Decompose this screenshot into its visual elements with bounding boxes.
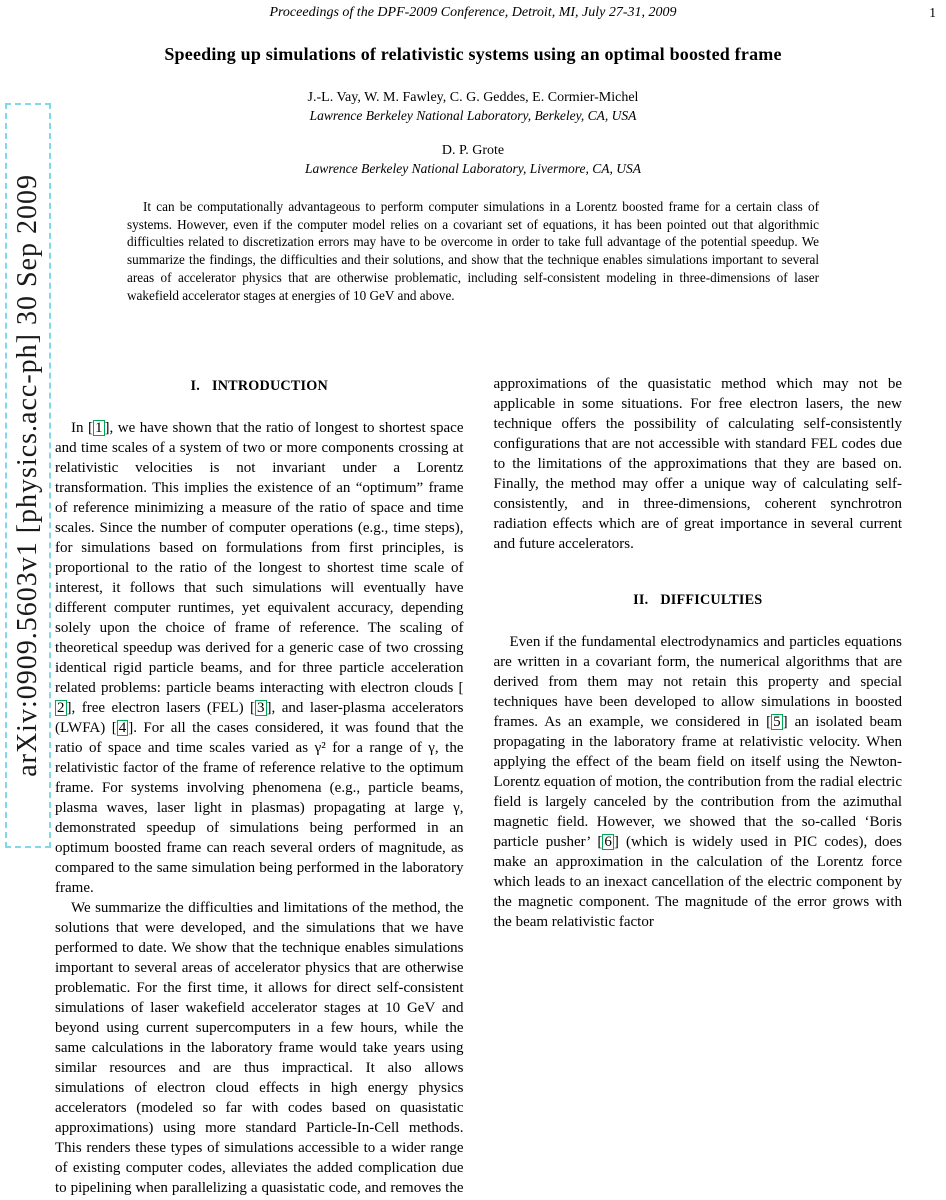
paragraph: Even if the fundamental electrodynamics and particles equations are written in a covariant form, the numerical algorithms that are derived from them may not retain this property and special techniques have been developed to allow simulations in boosted frames. As an example, we considered in [ 5 ] an isolated beam propagating in the laboratory frame at relativistic velocity. When applying the effect of the beam field on itself using the Newton-Lorentz equation of motion, the contribution from the radial electric field is largely canceled by the contribution from the azimuthal magnetic field. However, we showed that the so-called ‘Boris particle pusher’ [ 6 ] (which is widely used in PIC codes), does make an approximation in the calculation of the Lorentz force which leads to an inexact cancellation of the electric component by the magnetic component. The magnitude of the error grows with the beam relativistic factor [493,634,902,930]
section-heading-difficulties [494,590,903,610]
paper-title: Speeding up simulations of relativistic systems using an optimal boosted frame [164,44,782,64]
arxiv-watermark [5,103,51,848]
author-group [0,143,946,177]
paragraph: We summarize the difficulties and limitations of the method, the solutions that were developed, and the simulations that we have performed to date. We show that the technique enables simulations important to several areas of accelerator physics that are otherwise problematic. For the first time, it allows for direct self-consistent simulations of laser wakefield accelerator stages at 10 GeV and beyond using current supercomputers in a few hours, while the same calculations in the laboratory frame would take years using similar resources and are thus impractical. It also allows simulations of electron cloud effects in high energy physics accelerators (modeled so far with codes based on quasistatic approximations) using more standard Particle-In-Cell methods. This renders these types of simulations accessible to a wider range of existing computer codes, alleviates the added complication due to pipelining when parallelizing a quasistatic code, and removes the approximations of the quasistatic method which may not be applicable in some situations. For free electron lasers, the new technique offers the possibility of calculating self-consistently configurations that are not accessible with standard FEL codes due to the limitations of the approximations that they are based on. Finally, the method may offer a unique way of calculating self-consistently, and in three-dimensions, coherent synchrotron radiation effects which are of great importance in several current and future accelerators. [55,376,902,1196]
page-number: 1 [929,5,936,20]
author-affiliation: Lawrence Berkeley National Laboratory, Livermore, CA, USA [304,161,642,176]
citation-link[interactable]: 3 [257,700,265,716]
author-names: D. P. Grote [441,143,505,158]
arxiv-identifier-text: arXiv:0909.5603v1 [physics.acc-ph] 30 Sep 2009 [12,174,43,777]
section-heading-introduction [55,376,464,396]
running-header [0,5,946,25]
section-number: I. [190,378,201,394]
proceedings-line: Proceedings of the DPF-2009 Conference, Detroit, MI, July 27-31, 2009 [269,5,677,20]
section-label: DIFFICULTIES [660,592,763,608]
citation-link[interactable]: 4 [118,720,127,736]
author-group [0,90,946,124]
author-names: J.-L. Vay, W. M. Fawley, C. G. Geddes, E. Cormier-Michel [307,90,639,105]
abstract: It can be computationally advantageous to perform computer simulations in a Lorentz boosted frame for a certain class of systems. However, even if the computer model relies on a covariant set of equations, it has been pointed out that algorithmic difficulties related to discretization errors may have to be overcome in order to take full advantage of the potential speedup. We summarize the findings, the difficulties and their solutions, and show that the technique enables simulations important to several areas of accelerator physics that are otherwise problematic, including self-consistent modeling in three-dimensions of laser wakefield accelerator stages at energies of 10 GeV and above. [127,199,819,303]
section-label: INTRODUCTION [212,378,328,394]
citation-link[interactable]: 1 [95,420,103,436]
author-affiliation: Lawrence Berkeley National Laboratory, Berkeley, CA, USA [309,108,637,123]
citation-link[interactable]: 6 [604,834,612,850]
article-body [55,374,902,1200]
citation-link[interactable]: 5 [773,714,781,730]
citation-link[interactable]: 2 [57,700,65,716]
paragraph: In [ 1 ], we have shown that the ratio of longest to shortest space and time scales of a system of two or more components crossing at relativistic velocities is not invariant under a Lorentz transformation. This implies the existence of an “optimum” frame of reference minimizing a measure of the ratio of space and time scales. Since the number of computer operations (e.g., time steps), for simulations based on formulations from first principles, is proportional to the ratio of the longest to shortest time scale of interest, it follows that such simulations will eventually have different computer runtimes, yet equivalent accuracy, depending solely upon the choice of frame of reference. The scaling of theoretical speedup was derived for a generic case of two crossing identical rigid particle beams, and for three particle acceleration related problems: particle beams interacting with electron clouds [2 ], free electron lasers (FEL) [ 3 ], and laser-plasma accelerators (LWFA) [ 4 ]. For all the cases considered, it was found that the ratio of space and time scales varied as γ² for a range of γ, the relativistic factor of the frame of reference relative to the optimum frame. For systems involving phenomena (e.g., particle beams, plasma waves, laser light in plasmas) propagating at large γ, demonstrated speedup of simulations being performed in an optimum boosted frame can reach several orders of magnitude, as compared to the same simulation being performed in the laboratory frame. [55,420,464,896]
section-number: II. [633,592,649,608]
